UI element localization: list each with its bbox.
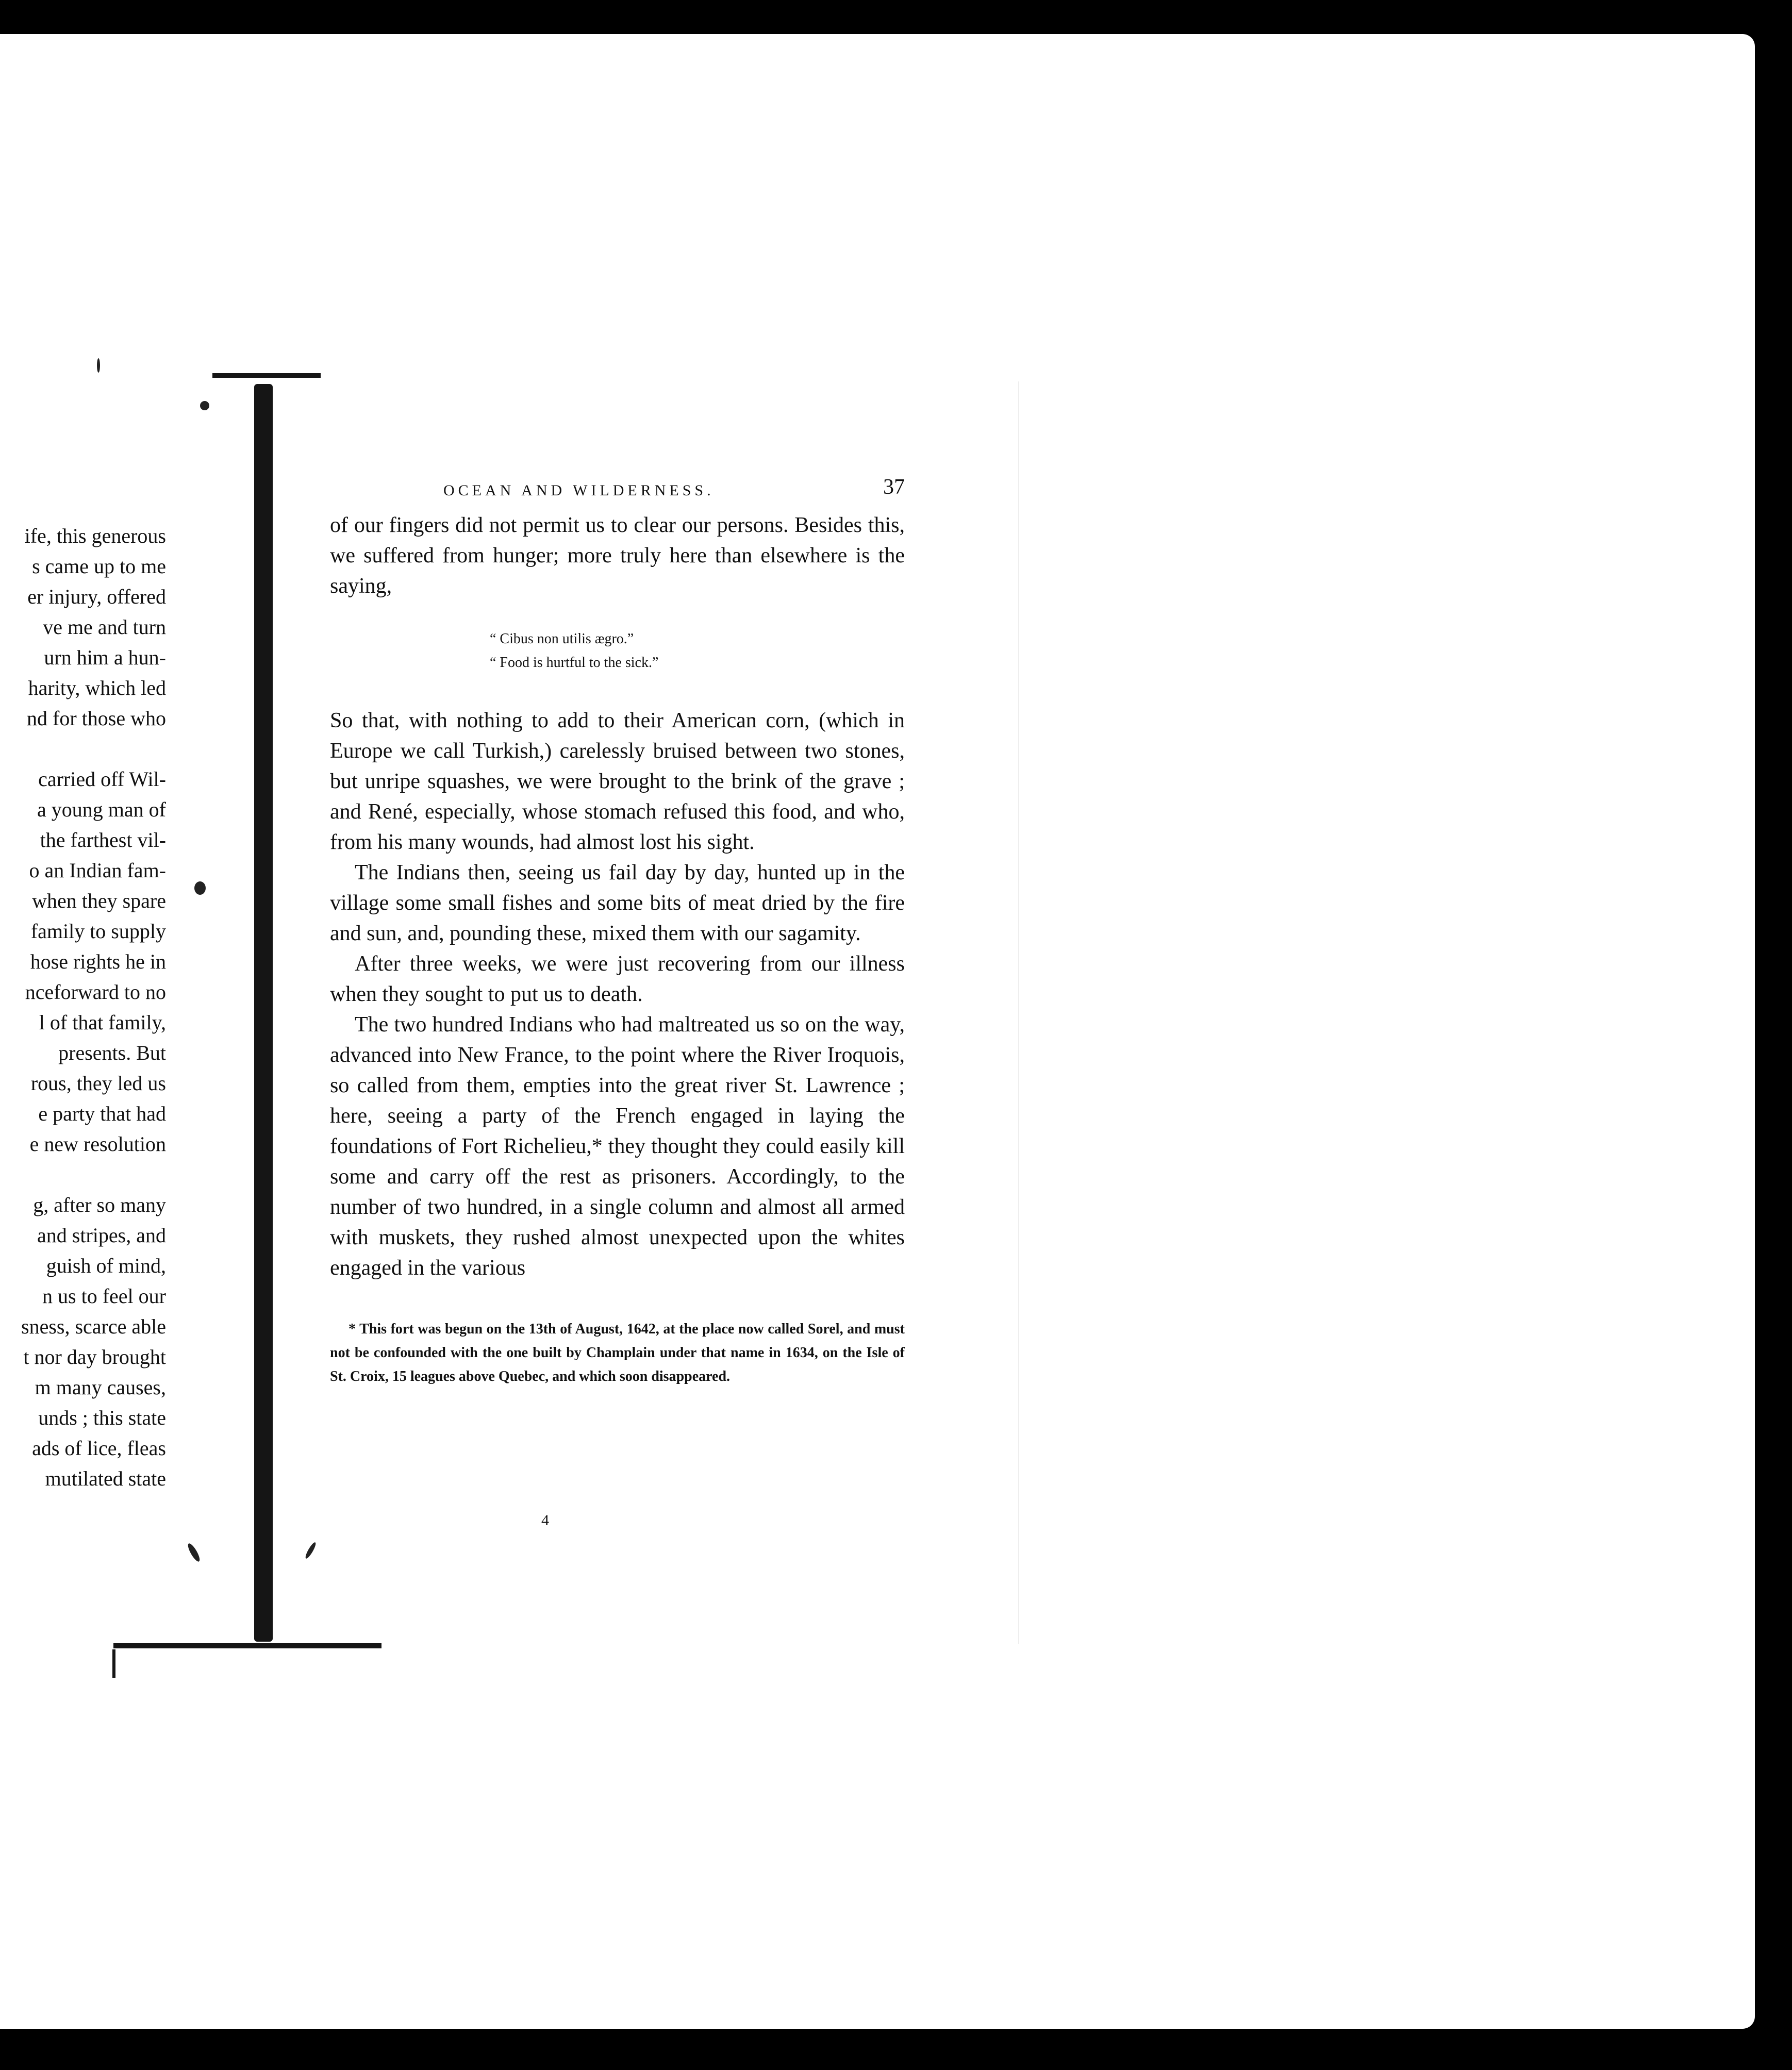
right-page: [330, 472, 905, 1389]
left-page-line: unds ; this state: [38, 1406, 166, 1429]
quotation: [490, 627, 905, 675]
left-page-line: and stripes, and: [37, 1224, 166, 1247]
page-number: 37: [883, 475, 905, 499]
paragraph-two-hundred: The two hundred Indians who had maltreated us so on the way, advanced into New France, to the point where the River Iroquois, so called from them, empties into the great river St. Lawrence ; here, seeing a party of the French engaged in laying the foundations of Fort Richelieu,* they thought they could easily kill some and carry off the rest as prisoners. Accordingly, to the number of two hundred, in a single column and almost all armed with muskets, they rushed almost unexpected upon the whites engaged in the various: [330, 1013, 905, 1280]
left-page-line: the farthest vil-: [40, 828, 166, 852]
left-page-line: n us to feel our: [42, 1284, 166, 1308]
left-page-line: nceforward to no: [25, 980, 166, 1004]
left-page-line: hose rights he in: [30, 950, 166, 973]
paragraph-so-that: So that, with nothing to add to their American corn, (which in Europe we call Turkish,) carelessly bruised between two stones, but unripe squashes, we were brought to the brink of the grave ; and René, especially, whose stomach refused this food, and who, from his many wounds, had almost lost his sight.: [330, 709, 905, 854]
left-page-line: mutilated state: [45, 1467, 166, 1490]
ink-speck: [194, 881, 206, 895]
left-page-line: urn him a hun-: [44, 646, 166, 669]
left-page-line: m many causes,: [35, 1376, 166, 1399]
left-page-line: carried off Wil-: [38, 767, 166, 791]
left-page-line: presents. But: [58, 1041, 166, 1064]
left-page-line: er injury, offered: [27, 585, 166, 608]
left-page-line: l of that family,: [39, 1011, 166, 1034]
left-page-line: ads of lice, fleas: [32, 1437, 166, 1460]
page-header: [330, 472, 905, 510]
left-page-line: nd for those who: [27, 707, 166, 730]
left-page-line: g, after so many: [33, 1193, 166, 1216]
left-page-line: s came up to me: [32, 555, 166, 578]
left-page-line: a young man of: [37, 798, 166, 821]
quote-english: “ Food is hurtful to the sick.”: [490, 655, 659, 671]
paragraph-indians: The Indians then, seeing us fail day by day, hunted up in the village some small fishes and some bits of meat dried by the fire and sun, and, pounding these, mixed them with our sagamity.: [330, 861, 905, 945]
left-page-line: rous, they led us: [30, 1072, 166, 1095]
left-page-line: when they spare: [32, 889, 166, 912]
running-title: OCEAN AND WILDERNESS.: [443, 482, 715, 499]
left-page-line: sness, scarce able: [21, 1315, 166, 1338]
left-page-text: [0, 521, 166, 1494]
left-page-line: t nor day brought: [23, 1345, 166, 1368]
binding-bottom-edge: [113, 1643, 381, 1648]
binding-hook: [112, 1649, 115, 1678]
ink-speck: [200, 401, 209, 410]
quote-latin: “ Cibus non utilis ægro.”: [490, 631, 634, 647]
binding-top-edge: [212, 373, 321, 378]
left-page-line: family to supply: [30, 920, 166, 943]
paragraph-three-weeks: After three weeks, we were just recovering from our illness when they sought to put us to death.: [330, 952, 905, 1006]
blank-line: [0, 733, 166, 764]
left-page-line: o an Indian fam-: [29, 859, 166, 882]
book-gutter: [254, 384, 273, 1642]
signature-mark: 4: [541, 1512, 549, 1529]
blank-line: [0, 1159, 166, 1190]
left-page-line: e new resolution: [29, 1132, 166, 1156]
left-page-line: e party that had: [38, 1102, 166, 1125]
footnote: * This fort was begun on the 13th of August, 1642, at the place now called Sorel, and must not be confounded with the one built by Champlain under that name in 1634, on the Isle of St. Croix, 15 leagues above Quebec, and which soon disappeared.: [330, 1321, 905, 1384]
paragraph-continued: of our fingers did not permit us to clear our persons. Besides this, we suffered from hunger; more truly here than elsewhere is the saying,: [330, 513, 905, 598]
ink-speck: [97, 358, 100, 373]
left-page-line: ife, this generous: [24, 524, 166, 547]
left-page-line: guish of mind,: [46, 1254, 166, 1277]
left-page-line: ve me and turn: [43, 615, 166, 639]
page-edge: [1018, 381, 1019, 1644]
left-page-line: harity, which led: [28, 676, 166, 699]
